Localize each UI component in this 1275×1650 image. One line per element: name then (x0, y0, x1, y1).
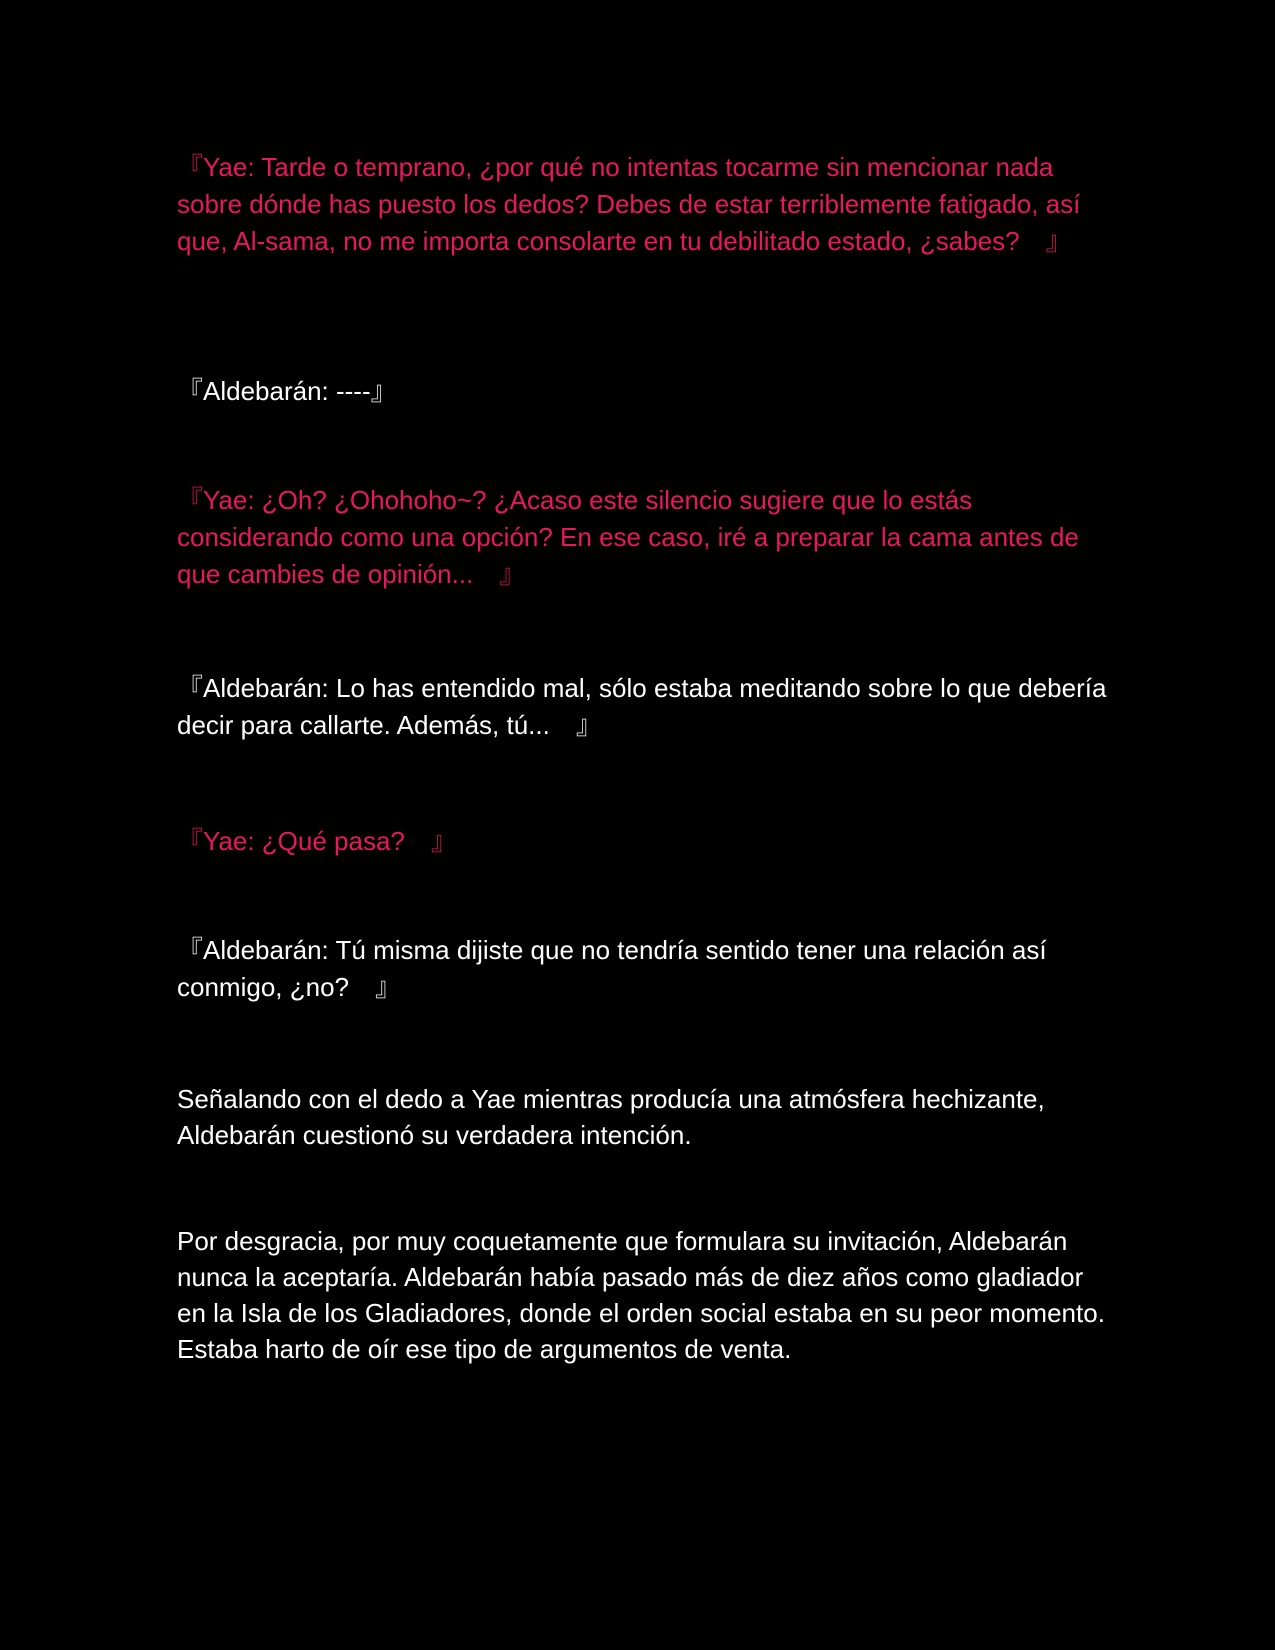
narration-paragraph: Por desgracia, por muy coquetamente que formulara su invitación, Aldebarán nunca la aceptaría. Aldebarán había pasado más de diez años como gladiador en la Isla de los Gladiadores, donde el orden social estaba en su peor momento. Estaba harto de oír ese tipo de argumentos de venta. (177, 1226, 1105, 1364)
dialogue-yae: 『Yae: ¿Oh? ¿Ohohoho~? ¿Acaso este silencio sugiere que lo estás considerando como una opción? En ese caso, iré a preparar la cama antes de que cambies de opinión... 』 (177, 485, 1079, 589)
dialogue-aldebaran: 『Aldebarán: Tú misma dijiste que no tendría sentido tener una relación así conmigo, ¿no? 』 (177, 935, 1047, 1002)
dialogue-aldebaran: 『Aldebarán: Lo has entendido mal, sólo estaba meditando sobre lo que debería decir para callarte. Además, tú... 』 (177, 673, 1107, 740)
dialogue-yae: 『Yae: ¿Qué pasa? 』 (177, 826, 457, 856)
dialogue-aldebaran: 『Aldebarán: ----』 (177, 376, 397, 406)
narration-paragraph: Señalando con el dedo a Yae mientras producía una atmósfera hechizante, Aldebarán cuestionó su verdadera intención. (177, 1084, 1045, 1150)
dialogue-yae: 『Yae: Tarde o temprano, ¿por qué no intentas tocarme sin mencionar nada sobre dónde has puesto los dedos? Debes de estar terriblemente fatigado, así que, Al-sama, no me importa consolarte en tu debilitado estado, ¿sabes? 』 (177, 152, 1081, 256)
